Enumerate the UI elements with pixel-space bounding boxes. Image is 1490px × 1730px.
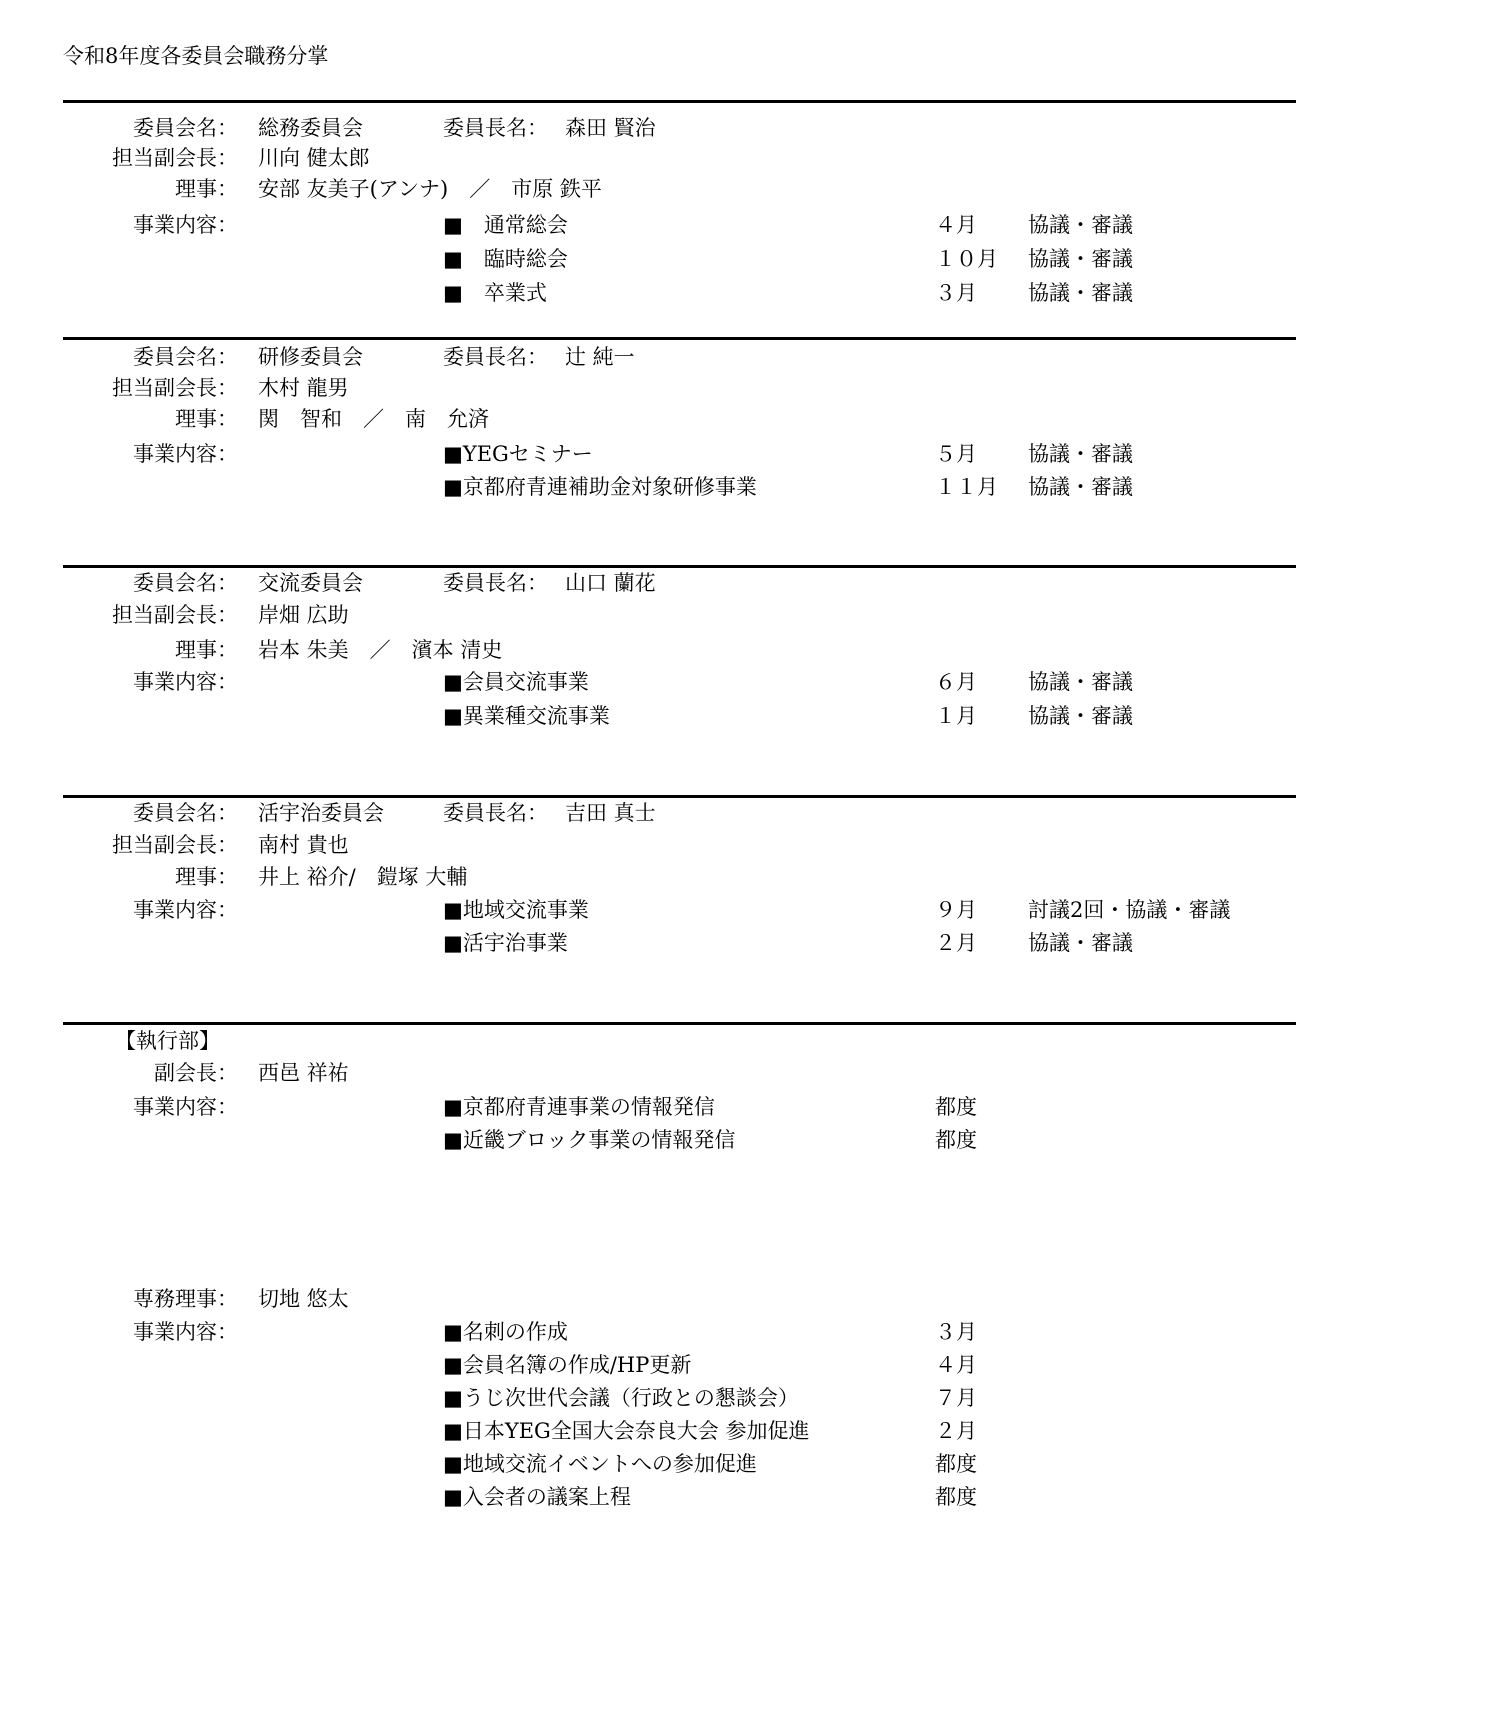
business-item-row — [63, 441, 1353, 468]
business-item-text: ■活宇治事業 — [443, 931, 568, 955]
vice-chair-value: 木村 龍男 — [258, 376, 349, 400]
business-item-row — [63, 1127, 1353, 1154]
business-label: 事業内容： — [133, 442, 238, 466]
committee-header-row — [63, 115, 1353, 142]
chair-name-label: 委員長名： — [443, 116, 548, 140]
business-item-month: ７月 — [935, 1386, 977, 1410]
business-item-row — [63, 669, 1353, 696]
directors-label: 理事： — [175, 865, 238, 889]
business-item-month: 都度 — [935, 1128, 977, 1152]
business-item-process: 協議・審議 — [1028, 442, 1133, 466]
business-item-month: ４月 — [935, 1353, 977, 1377]
business-item-text: ■うじ次世代会議（行政との懇談会） — [443, 1386, 799, 1410]
business-item-row — [63, 1418, 1353, 1445]
business-item-row — [63, 930, 1353, 957]
business-item-text: ■地域交流事業 — [443, 898, 589, 922]
business-item-process: 討議2回・協議・審議 — [1028, 898, 1231, 922]
business-item-row — [63, 246, 1353, 273]
business-item-row — [63, 1451, 1353, 1478]
business-item-text: ■異業種交流事業 — [443, 704, 610, 728]
business-label: 事業内容： — [133, 1095, 238, 1119]
committee-header-row — [63, 800, 1353, 827]
business-item-text: ■YEGセミナー — [443, 442, 593, 466]
chair-name-label: 委員長名： — [443, 345, 548, 369]
managing-director-label: 専務理事： — [133, 1287, 238, 1311]
managing-director-value: 切地 悠太 — [258, 1287, 349, 1311]
vice-chair-label: 担当副会長： — [112, 146, 238, 170]
chair-name-value: 森田 賢治 — [565, 116, 656, 140]
committee-name-value: 交流委員会 — [258, 571, 363, 595]
business-item-month: ９月 — [935, 898, 977, 922]
executive-header: 【執行部】 — [115, 1029, 220, 1053]
chair-name-value: 辻 純一 — [565, 345, 635, 369]
directors-value: 安部 友美子(アンナ) ／ 市原 鉄平 — [258, 177, 602, 201]
chair-name-label: 委員長名： — [443, 801, 548, 825]
business-item-month: ６月 — [935, 670, 977, 694]
business-item-text: ■名刺の作成 — [443, 1320, 568, 1344]
business-item-text: ■地域交流イベントへの参加促進 — [443, 1452, 757, 1476]
business-item-month: 都度 — [935, 1485, 977, 1509]
business-item-row — [63, 1319, 1353, 1346]
section-divider — [63, 795, 1296, 798]
vice-president-row — [63, 1060, 1353, 1087]
committee-name-value: 総務委員会 — [258, 116, 363, 140]
business-label: 事業内容： — [133, 898, 238, 922]
directors-label: 理事： — [175, 177, 238, 201]
directors-value: 関 智和 ／ 南 允済 — [258, 407, 489, 431]
business-item-month: １１月 — [935, 475, 998, 499]
business-item-text: ■ 卒業式 — [443, 281, 547, 305]
committee-name-label: 委員会名： — [133, 345, 238, 369]
business-item-month: ２月 — [935, 931, 977, 955]
committee-header-row — [63, 570, 1353, 597]
vice-chair-label: 担当副会長： — [112, 833, 238, 857]
business-item-row — [63, 1352, 1353, 1379]
business-item-month: １０月 — [935, 247, 998, 271]
business-item-month: 都度 — [935, 1095, 977, 1119]
business-item-row — [63, 212, 1353, 239]
executive-header-row — [63, 1028, 1353, 1055]
business-item-process: 協議・審議 — [1028, 931, 1133, 955]
business-item-row — [63, 1484, 1353, 1511]
committee-name-label: 委員会名： — [133, 801, 238, 825]
vice-chair-label: 担当副会長： — [112, 603, 238, 627]
directors-value: 井上 裕介/ 鎧塚 大輔 — [258, 865, 468, 889]
directors-row — [63, 176, 1353, 203]
business-label: 事業内容： — [133, 213, 238, 237]
directors-row — [63, 406, 1353, 433]
business-item-row — [63, 703, 1353, 730]
business-item-text: ■入会者の議案上程 — [443, 1485, 631, 1509]
business-item-text: ■日本YEG全国大会奈良大会 参加促進 — [443, 1419, 810, 1443]
committee-name-label: 委員会名： — [133, 571, 238, 595]
committee-header-row — [63, 344, 1353, 371]
business-item-month: １月 — [935, 704, 977, 728]
directors-row — [63, 637, 1353, 664]
section-divider — [63, 1022, 1296, 1025]
business-item-process: 協議・審議 — [1028, 281, 1133, 305]
business-item-text: ■ 通常総会 — [443, 213, 568, 237]
vice-chair-row — [63, 145, 1353, 172]
business-item-row — [63, 280, 1353, 307]
business-label: 事業内容： — [133, 1320, 238, 1344]
business-item-row — [63, 1385, 1353, 1412]
vice-president-label: 副会長： — [154, 1061, 238, 1085]
document-content — [63, 0, 1296, 1730]
chair-name-label: 委員長名： — [443, 571, 548, 595]
business-item-row — [63, 474, 1353, 501]
directors-row — [63, 864, 1353, 891]
vice-chair-row — [63, 602, 1353, 629]
business-item-process: 協議・審議 — [1028, 475, 1133, 499]
business-item-text: ■京都府青連事業の情報発信 — [443, 1095, 715, 1119]
committee-name-label: 委員会名： — [133, 116, 238, 140]
directors-value: 岩本 朱美 ／ 濱本 清史 — [258, 638, 503, 662]
directors-label: 理事： — [175, 638, 238, 662]
vice-chair-label: 担当副会長： — [112, 376, 238, 400]
business-item-month: ３月 — [935, 281, 977, 305]
business-item-text: ■京都府青連補助金対象研修事業 — [443, 475, 757, 499]
vice-chair-row — [63, 375, 1353, 402]
business-item-process: 協議・審議 — [1028, 213, 1133, 237]
business-item-process: 協議・審議 — [1028, 704, 1133, 728]
vice-chair-value: 岸畑 広助 — [258, 603, 349, 627]
business-item-month: ３月 — [935, 1320, 977, 1344]
business-label: 事業内容： — [133, 670, 238, 694]
managing-director-row — [63, 1286, 1353, 1313]
business-item-text: ■会員名簿の作成/HP更新 — [443, 1353, 692, 1377]
business-item-row — [63, 1094, 1353, 1121]
vice-chair-row — [63, 832, 1353, 859]
business-item-month: ５月 — [935, 442, 977, 466]
vice-chair-value: 川向 健太郎 — [258, 146, 370, 170]
directors-label: 理事： — [175, 407, 238, 431]
business-item-month: ４月 — [935, 213, 977, 237]
committee-name-value: 活宇治委員会 — [258, 801, 384, 825]
business-item-month: ２月 — [935, 1419, 977, 1443]
vice-president-value: 西邑 祥祐 — [258, 1061, 349, 1085]
section-divider — [63, 100, 1296, 103]
business-item-row — [63, 897, 1353, 924]
vice-chair-value: 南村 貴也 — [258, 833, 349, 857]
business-item-process: 協議・審議 — [1028, 670, 1133, 694]
page-title: 令和8年度各委員会職務分掌 — [63, 44, 329, 68]
chair-name-value: 山口 蘭花 — [565, 571, 656, 595]
business-item-process: 協議・審議 — [1028, 247, 1133, 271]
business-item-month: 都度 — [935, 1452, 977, 1476]
committee-name-value: 研修委員会 — [258, 345, 363, 369]
business-item-text: ■ 臨時総会 — [443, 247, 568, 271]
chair-name-value: 吉田 真士 — [565, 801, 656, 825]
business-item-text: ■近畿ブロック事業の情報発信 — [443, 1128, 736, 1152]
section-divider — [63, 565, 1296, 568]
business-item-text: ■会員交流事業 — [443, 670, 589, 694]
section-divider — [63, 337, 1296, 340]
